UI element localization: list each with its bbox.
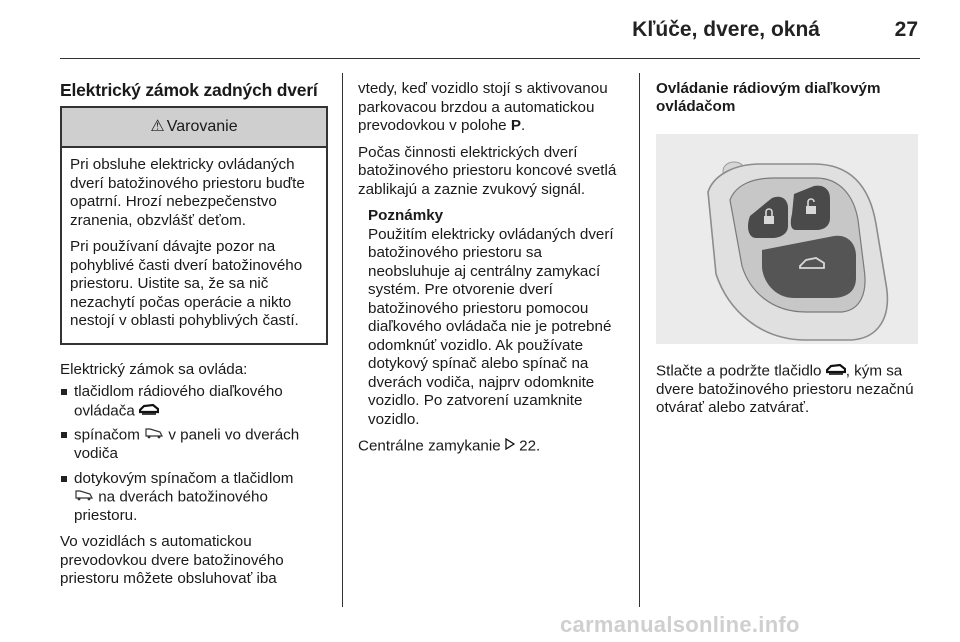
warning-paragraph: Pri obsluhe elektricky ovládaných dverí batožinového priestoru buďte opatrní. Hrozí nebezpečenstvo zranenia, obzvlášť deťom. xyxy=(70,156,305,229)
note-block xyxy=(358,207,624,429)
note-title: Poznámky xyxy=(368,207,444,224)
subsection-heading: Ovládanie rádiovým diaľkovým ovládačom xyxy=(656,80,881,115)
control-method-list xyxy=(60,383,328,525)
note-text: Použitím elektricky ovládaných dverí batožinového priestoru sa neobsluhuje aj centrálny zamykací systém. Pre otvorenie dverí batožinového priestoru pomocou diaľkového ovládača nie je potrebné odomknúť vozidlo. Ak používate dotykový spínač alebo spínač na dverách vodiča, najprv odomknite vozidlo. Po zatvorení uzamknite vozidlo. xyxy=(368,225,614,428)
list-item: tlačidlom rádiového diaľkového ovládača xyxy=(60,383,328,420)
page-number: 27 xyxy=(894,18,918,41)
warning-body xyxy=(62,148,326,343)
body-paragraph: Počas činnosti elektrických dverí batožinového priestoru koncové svetlá zablikajú a zaznie zvukový signál. xyxy=(358,143,617,198)
cross-reference[interactable]: Centrálne zamykanie 22. xyxy=(358,437,541,455)
page-header-title: Kľúče, dvere, okná xyxy=(632,18,820,41)
triangle-pointer-icon xyxy=(505,437,515,456)
header-divider xyxy=(60,58,920,59)
body-paragraph: Vo vozidlách s automatickou prevodovkou dvere batožinového priestoru môžete obsluhovať iba xyxy=(60,533,284,588)
warning-paragraph: Pri používaní dávajte pozor na pohyblivé časti dverí batožinového priestoru. Uistite sa, že sa nič nezachytí počas operácie a nikto nestojí v oblasti pohyblivých častí. xyxy=(70,238,303,329)
column-divider xyxy=(342,73,343,607)
body-paragraph: vtedy, keď vozidlo stojí s aktivovanou parkovacou brzdou a automatickou prevodovkou v polohe P. xyxy=(358,80,608,134)
car-tailgate-open-icon xyxy=(144,426,164,445)
car-tailgate-icon xyxy=(826,362,846,381)
car-tailgate-icon xyxy=(139,402,159,421)
body-paragraph: Stlačte a podržte tlačidlo , kým sa dvere batožinového priestoru nezačnú otvárať alebo zatvárať. xyxy=(656,362,914,417)
intro-text: Elektrický zámok sa ovláda: xyxy=(60,360,248,378)
column-divider xyxy=(639,73,640,607)
remote-key-illustration xyxy=(656,134,918,344)
column-right xyxy=(656,80,922,426)
list-item: dotykovým spínačom a tlačidlom na dverách batožinového priestoru. xyxy=(60,470,328,526)
list-item: spínačom v paneli vo dverách vodiča xyxy=(60,426,328,463)
warning-triangle-icon: ⚠ xyxy=(150,118,165,135)
warning-label: Varovanie xyxy=(166,118,238,135)
watermark: carmanualsonline.info xyxy=(560,612,800,637)
warning-box xyxy=(60,106,328,345)
car-tailgate-open-icon xyxy=(74,488,94,507)
section-heading: Elektrický zámok zadných dverí xyxy=(60,80,318,100)
warning-header xyxy=(62,108,326,148)
column-left xyxy=(60,80,328,597)
column-middle xyxy=(358,80,624,464)
